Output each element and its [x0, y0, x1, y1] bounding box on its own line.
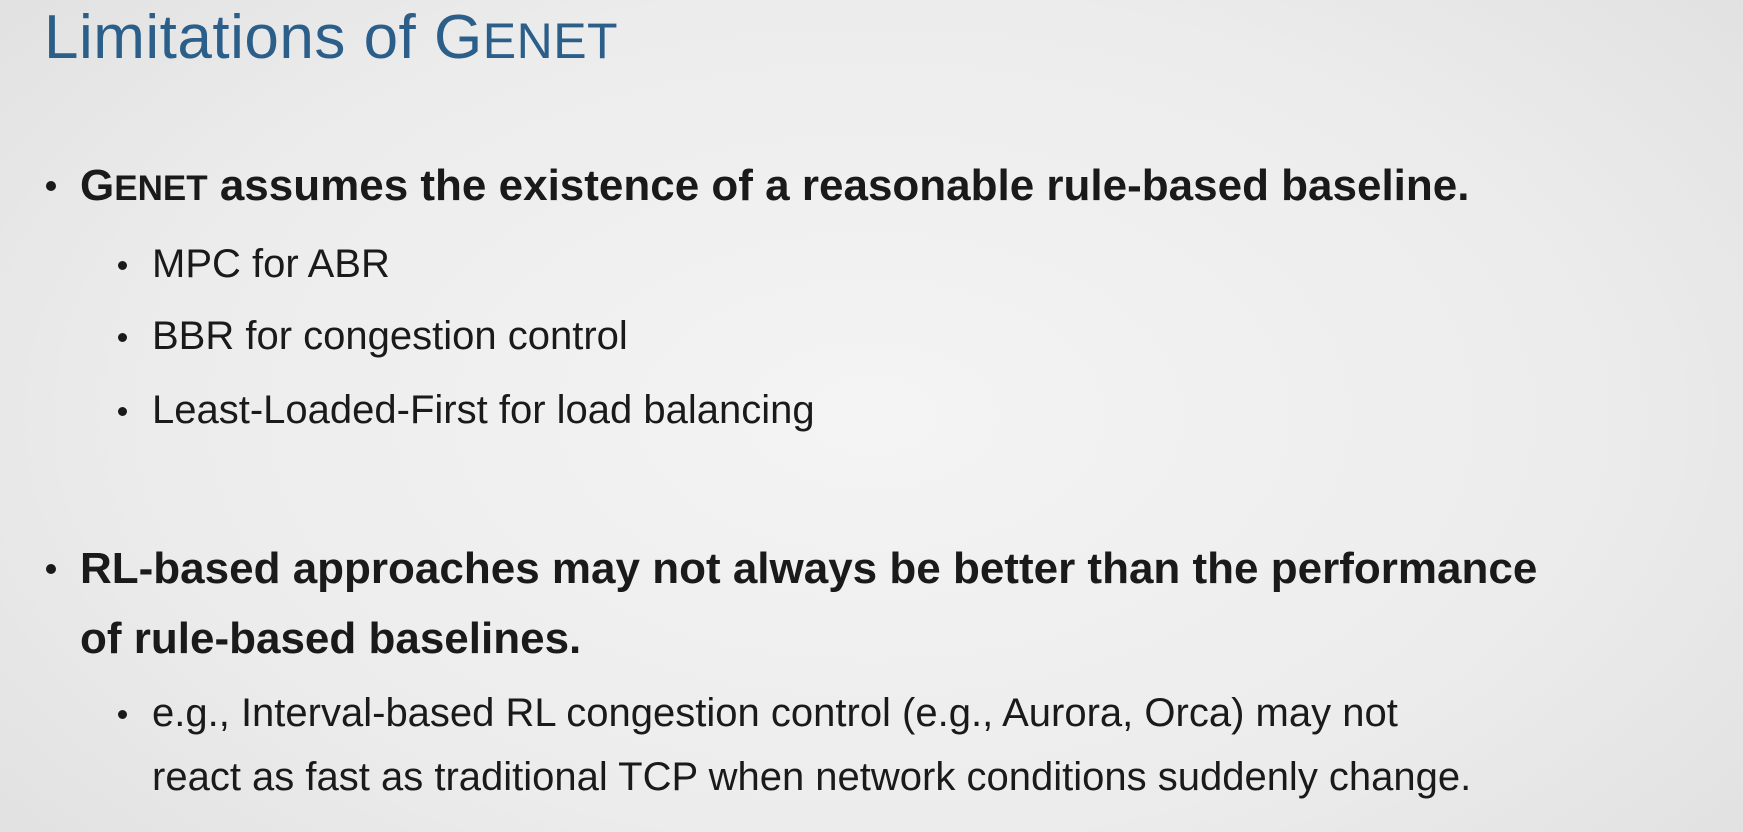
bullet-text-line2: of rule-based baselines.	[80, 614, 582, 663]
bullet-text: assumes the existence of a reasonable rule-based baseline.	[207, 161, 1470, 210]
sub-bullet-dot	[118, 407, 127, 416]
sub-bullet-text: Least-Loaded-First for load balancing	[152, 388, 815, 432]
sub-bullet-text: MPC for ABR	[152, 242, 390, 286]
sub-bullet-text-line1: e.g., Interval-based RL congestion control (e.g., Aurora, Orca) may not	[152, 691, 1398, 735]
sub-bullet-interval-rl-cont	[152, 748, 1471, 806]
bullet-dot	[46, 564, 56, 574]
sub-bullet-dot	[118, 333, 127, 342]
bullet-brand-rest: ENET	[114, 169, 208, 208]
sub-bullet-dot	[118, 261, 127, 270]
slide-title-brand-first: G	[434, 3, 483, 72]
sub-bullet-least-loaded	[152, 381, 815, 439]
bullet-rl-approaches-cont	[80, 604, 581, 674]
sub-bullet-text: BBR for congestion control	[152, 314, 628, 358]
slide-title	[44, 3, 619, 73]
slide-title-prefix: Limitations of	[44, 3, 435, 72]
bullet-brand-first: G	[80, 161, 115, 210]
sub-bullet-dot	[118, 710, 127, 719]
sub-bullet-mpc	[152, 235, 390, 293]
bullet-genet-assumption	[80, 151, 1469, 224]
bullet-text-line1: RL-based approaches may not always be better than the performance	[80, 544, 1538, 593]
bullet-rl-approaches	[80, 534, 1537, 604]
sub-bullet-text-line2: react as fast as traditional TCP when network conditions suddenly change.	[152, 755, 1472, 799]
sub-bullet-interval-rl	[152, 684, 1398, 742]
bullet-dot	[46, 181, 56, 191]
sub-bullet-bbr	[152, 307, 628, 365]
slide-title-brand-rest: ENET	[482, 13, 619, 69]
